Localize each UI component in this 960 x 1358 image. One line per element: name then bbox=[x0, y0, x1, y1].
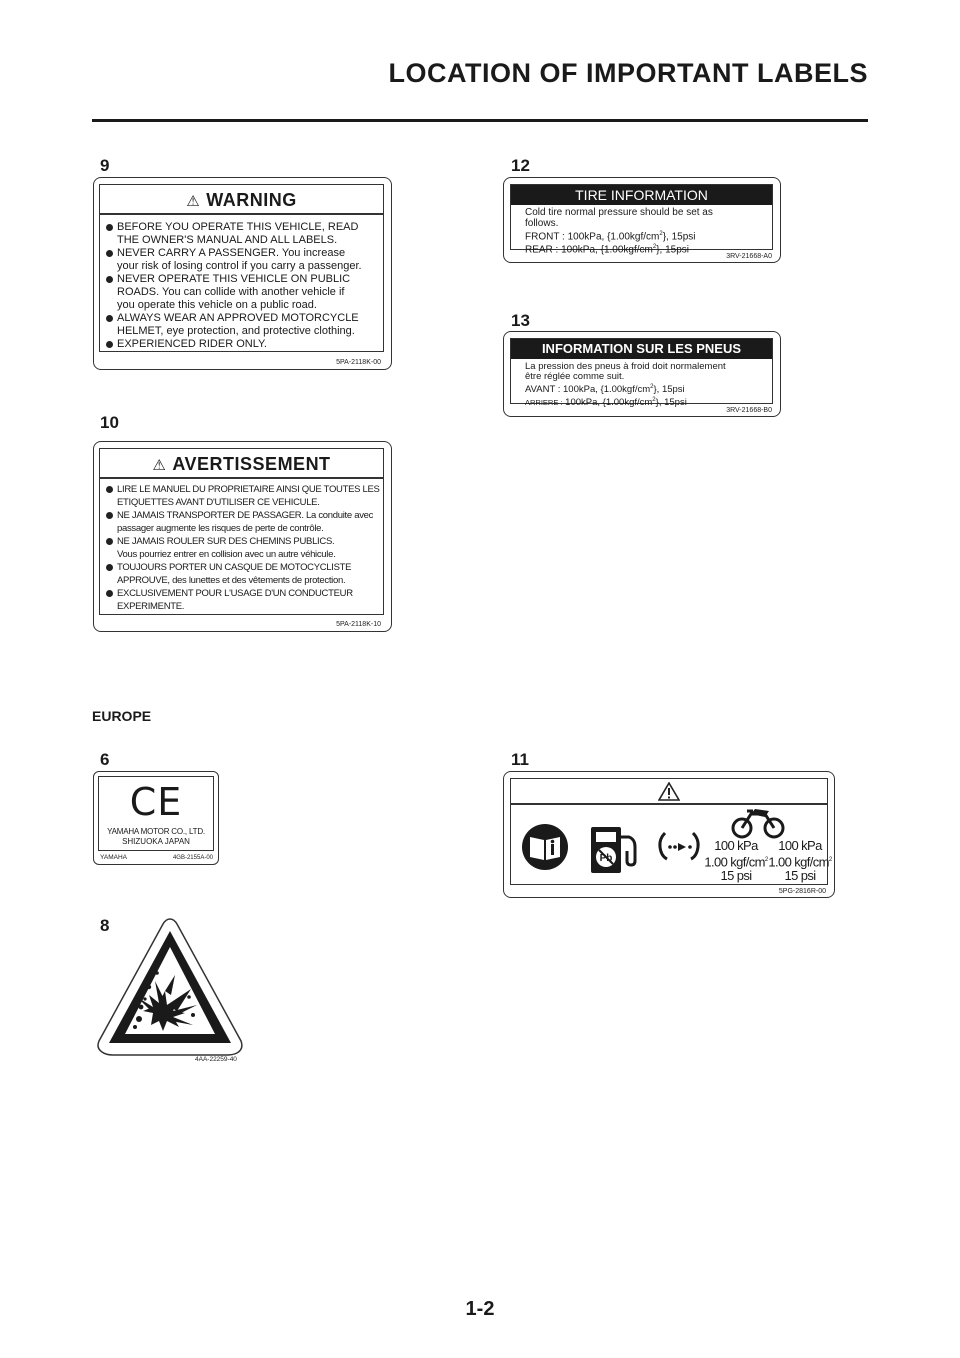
list-item bbox=[104, 221, 382, 247]
list-item-line: NE JAMAIS ROULER SUR DES CHEMINS PUBLICS. bbox=[117, 536, 335, 547]
label-9-code: 5PA-2118K-00 bbox=[336, 359, 381, 366]
page-number: 1-2 bbox=[465, 1298, 495, 1320]
label-12-heading: TIRE INFORMATION bbox=[511, 185, 772, 205]
label-9-heading: ⚠ WARNING bbox=[186, 190, 297, 210]
list-item bbox=[104, 483, 383, 509]
label-10-card bbox=[93, 441, 392, 632]
list-item-line: passager augmente les risques de perte de contrôle. bbox=[117, 523, 324, 534]
list-item bbox=[104, 247, 382, 273]
tire-pressure-icon bbox=[657, 831, 701, 861]
list-item-line: BEFORE YOU OPERATE THIS VEHICLE, READ bbox=[117, 221, 359, 233]
list-item-line: APPROUVE, des lunettes et des vêtements de protection. bbox=[117, 575, 346, 586]
front-pressure: 100 kPa 1.00 kgf/$cm^2$ 15 psi bbox=[704, 838, 768, 884]
list-item-line: LIRE LE MANUEL DU PROPRIETAIRE AINSI QUE TOUTES LES bbox=[117, 484, 380, 495]
warning-triangle-icon bbox=[658, 782, 680, 801]
region-heading: EUROPE bbox=[92, 708, 152, 724]
warning-icon: ⚠ bbox=[152, 457, 167, 474]
list-item-line: your risk of losing control if you carry a passenger. bbox=[117, 260, 362, 272]
label-9-list bbox=[104, 221, 382, 351]
label-6-maker: YAMAHA MOTOR CO., LTD. bbox=[107, 827, 205, 836]
label-8-number: 8 bbox=[100, 916, 110, 935]
label-13-number: 13 bbox=[511, 311, 530, 330]
motorcycle-icon bbox=[731, 805, 785, 839]
title-rule bbox=[92, 119, 868, 122]
label-10-heading: ⚠ AVERTISSEMENT bbox=[152, 454, 331, 474]
list-item bbox=[104, 273, 382, 312]
list-item-line: HELMET, eye protection, and protective clothing. bbox=[117, 325, 355, 337]
list-item-line: THE OWNER'S MANUAL AND ALL LABELS. bbox=[117, 234, 338, 246]
label-13-code: 3RV-21668-B0 bbox=[726, 407, 772, 414]
label-9-number: 9 bbox=[100, 156, 110, 175]
explosive-warning-triangle bbox=[93, 915, 247, 1067]
page-title: LOCATION OF IMPORTANT LABELS bbox=[388, 58, 868, 88]
list-item-line: Vous pourriez entrer en collision avec un autre véhicule. bbox=[117, 549, 336, 560]
warning-icon: ⚠ bbox=[186, 193, 201, 210]
label-13-inner bbox=[510, 338, 773, 409]
label-11-number: 11 bbox=[511, 750, 529, 769]
owners-manual-icon bbox=[521, 823, 569, 871]
label-12-card bbox=[503, 177, 781, 263]
label-11-card bbox=[503, 771, 835, 898]
list-item bbox=[104, 509, 383, 535]
list-item-line: you operate this vehicle on a public road. bbox=[117, 299, 317, 311]
list-item-line: NEVER CARRY A PASSENGER. You increase bbox=[117, 247, 346, 259]
label-12-number: 12 bbox=[511, 156, 530, 175]
label-6-code: 4GB-2155A-00 bbox=[172, 855, 213, 861]
label-6-brand: YAMAHA bbox=[100, 854, 127, 861]
label-12-inner bbox=[510, 184, 773, 256]
label-11-inner bbox=[510, 778, 832, 885]
list-item-line: TOUJOURS PORTER UN CASQUE DE MOTOCYCLISTE bbox=[117, 562, 352, 573]
label-6-place: SHIZUOKA JAPAN bbox=[122, 837, 190, 846]
label-11-code: 5PG-2816R-00 bbox=[778, 888, 826, 895]
list-item-line: NE JAMAIS TRANSPORTER DE PASSAGER. La conduite avec bbox=[117, 510, 374, 521]
ce-mark: CE bbox=[129, 780, 183, 824]
list-item bbox=[104, 561, 383, 587]
list-item-line: NEVER OPERATE THIS VEHICLE ON PUBLIC bbox=[117, 273, 351, 285]
label-6-number: 6 bbox=[100, 750, 110, 769]
list-item-line: EXPERIMENTE. bbox=[117, 601, 185, 612]
label-12-body: Cold tire normal pressure should be set as follows. FRONT : 100kPa, $\{1.00kgf/cm^2\}$, 15psi REAR : 100kPa, $\{1.00kgf/cm^2\}$, 15psi bbox=[525, 207, 713, 256]
list-item-line: ETIQUETTES AVANT D'UTILISER CE VEHICULE. bbox=[117, 497, 320, 508]
list-item-line: ALWAYS WEAR AN APPROVED MOTORCYCLE bbox=[117, 312, 359, 324]
label-10-list bbox=[104, 483, 383, 613]
label-9-card bbox=[93, 177, 392, 370]
list-item-line: EXPERIENCED RIDER ONLY. bbox=[117, 338, 267, 350]
label-6-card bbox=[93, 771, 219, 865]
label-8-code: 4AA-22259-40 bbox=[195, 1056, 237, 1063]
list-item bbox=[104, 338, 382, 351]
label-13-body: La pression des pneus à froid doit normalement être réglée comme suit. AVANT : 100kPa, $\{1.00kgf/cm^2\}$, 15psi ARRIERE : 100kPa, $\{1.00kgf/cm^2\}$, 15psi bbox=[525, 361, 726, 409]
label-10-inner bbox=[99, 448, 384, 615]
label-10-code: 5PA-2118K-10 bbox=[336, 621, 381, 628]
label-12-code: 3RV-21668-A0 bbox=[726, 253, 772, 260]
list-item bbox=[104, 535, 383, 561]
label-13-card bbox=[503, 331, 781, 417]
rear-pressure: 100 kPa 1.00 kgf/$cm^2$ 15 psi bbox=[768, 838, 832, 884]
list-item-line: ROADS. You can collide with another vehicle if bbox=[117, 286, 345, 298]
label-10-number: 10 bbox=[100, 413, 119, 432]
label-9-inner bbox=[99, 184, 384, 352]
svg-text:Pb: Pb bbox=[599, 853, 613, 864]
fuel-pump-icon bbox=[589, 821, 641, 875]
label-6-inner bbox=[98, 776, 214, 851]
list-item bbox=[104, 312, 382, 338]
label-13-heading: INFORMATION SUR LES PNEUS bbox=[511, 339, 772, 359]
list-item bbox=[104, 587, 383, 613]
list-item-line: EXCLUSIVEMENT POUR L'USAGE D'UN CONDUCTEUR bbox=[117, 588, 353, 599]
